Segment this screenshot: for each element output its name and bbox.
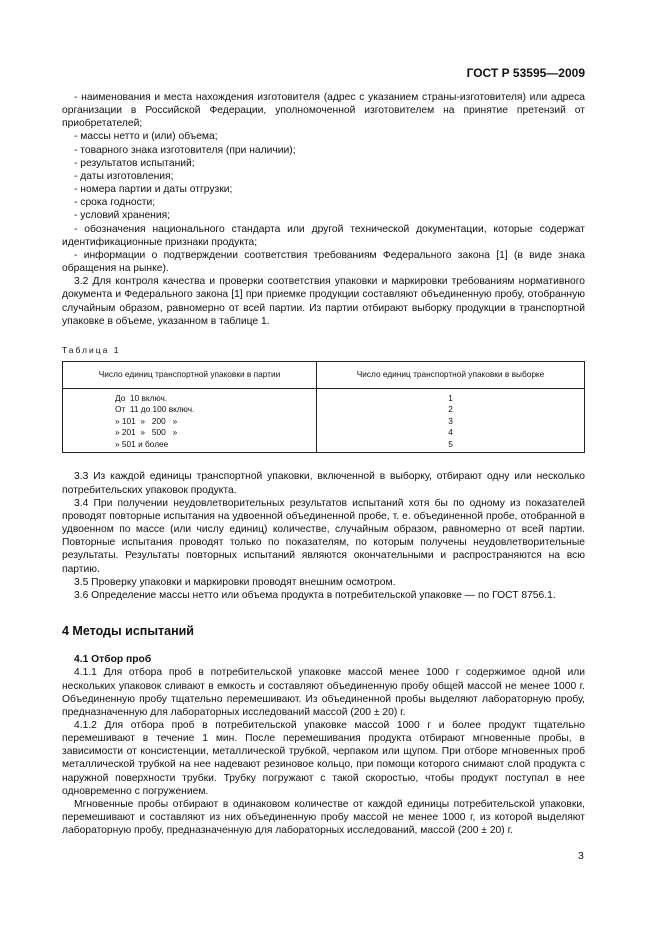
page-number: 3	[578, 850, 584, 862]
list-item: - условий хранения;	[74, 210, 171, 222]
table-cell-lot: » 501 и более	[115, 438, 169, 449]
table-cell-lot: » 201 » 500 »	[115, 427, 178, 438]
table-cell-lot: От 11 до 100 включ.	[115, 404, 195, 415]
table-header-sample: Число единиц транспортной упаковки в выборке	[317, 361, 585, 388]
list-item: - массы нетто и (или) объема;	[74, 131, 218, 143]
table-header-lot: Число единиц транспортной упаковки в партии	[63, 361, 317, 388]
paragraph-3-4: 3.4 При получении неудовлетворительных результатов испытаний хотя бы по одному из показателей проводят повторные испытания на удвоенной объединенной пробе, т. е. объединенной пробе, отобранной в удвоенном по массе (или числу единиц) количестве, случайным образом, равномерно от всей партии. Повторные испытания проводят только по показателям, по которым получены неудовлетворительные результаты. Результаты повторных испытаний являются окончательными и распространяются на всю партию.	[62, 497, 585, 575]
table-cell-lot: » 101 » 200 »	[115, 415, 178, 426]
table-cell-sample: 4	[448, 427, 453, 438]
list-item: - информации о подтверждении соответствия требованиям Федерального закона [1] (в виде знака обращения на рынке).	[62, 249, 585, 275]
section-4-title: 4 Методы испытаний	[62, 624, 194, 639]
table-cell-sample: 2	[448, 404, 453, 415]
list-item: - обозначения национального стандарта или другой технической документации, которые содержат идентификационные признаки продукта;	[62, 223, 585, 248]
paragraph-instant-samples: Мгновенные пробы отбирают в одинаковом количестве от каждой единицы потребительской упаковки, перемешивают и составляют из них объединенную пробу массой не менее 1000 г, из которой выделяют лабораторную пробу, предназначенную для лабораторных исследований, массой (200 ± 20) г.	[62, 798, 585, 837]
list-item: - даты изготовления;	[74, 170, 174, 182]
list-item: - номера партии и даты отгрузки;	[74, 184, 233, 196]
paragraph-4-1-1: 4.1.1 Для отбора проб в потребительской упаковке массой менее 1000 г содержимое одной или нескольких упаковок сливают в емкость и составляют объединенную пробу общей массой не менее 1000 г. Объединенную пробу тщательно перемешивают. Из объединенной пробы выделяют лабораторную пробу, предназначенную для лабораторных исследований массой (200 ± 20) г.	[62, 667, 585, 718]
table-header-row	[63, 361, 585, 388]
paragraph-3-6: 3.6 Определение массы нетто или объема продукта в потребительской упаковке — по ГОСТ 8756.1.	[74, 589, 556, 601]
paragraph-3-5: 3.5 Проверку упаковки и маркировки проводят внешним осмотром.	[74, 576, 396, 588]
list-item: - результатов испытаний;	[74, 157, 195, 169]
table-cell-sample: 3	[448, 415, 453, 426]
table-cell-sample: 1	[448, 392, 453, 403]
table-cell-sample: 5	[448, 438, 453, 449]
sample-size-table	[62, 361, 585, 454]
paragraph-3-2: 3.2 Для контроля качества и проверки соответствия упаковки и маркировки требованиям нормативного документа и Федерального закона [1] при приемке продукции составляют объединенную пробу, отобранную случайным образом, равномерно от всей партии. Из партии отбирают выборку продукции в транспортной упаковке в объеме, указанном в таблице 1.	[62, 276, 585, 327]
table-caption: Таблица 1	[62, 344, 121, 355]
standard-header: ГОСТ Р 53595—2009	[466, 66, 585, 80]
list-item: - наименования и места нахождения изготовителя (адрес с указанием страны-изготовителя) или адреса организации в Российской Федерации, уполномоченной изготовителем на принятие претензий от приобретателей;	[62, 92, 585, 130]
table-cell-lot: До 10 включ.	[115, 392, 168, 403]
paragraph-4-1-2: 4.1.2 Для отбора проб в потребительской упаковке массой 1000 г и более продукт тщательно перемешивают в течение 1 мин. После перемешивания продукта отбирают мгновенные пробы, в зависимости от консистенции, металлической трубкой, черпаком или щупом. При отборе мгновенных проб металлической трубкой на нее надевают резиновое кольцо, при помощи которого снимают слой продукта с наружной поверхности трубки. Трубку погружают с такой скоростью, чтобы продукт поступал в нее одновременно с погружением.	[62, 719, 585, 797]
document-body	[62, 91, 585, 837]
table-cell-lot-column	[63, 388, 317, 453]
table-row	[63, 388, 585, 453]
list-item: - товарного знака изготовителя (при наличии);	[74, 144, 296, 156]
paragraph-3-3: 3.3 Из каждой единицы транспортной упаковки, включенной в выборку, отбирают одну или несколько потребительских упаковок продукта.	[62, 471, 585, 496]
table-cell-sample-column	[317, 388, 585, 453]
subsection-4-1-title: 4.1 Отбор проб	[74, 654, 152, 666]
list-item: - срока годности;	[74, 197, 156, 209]
